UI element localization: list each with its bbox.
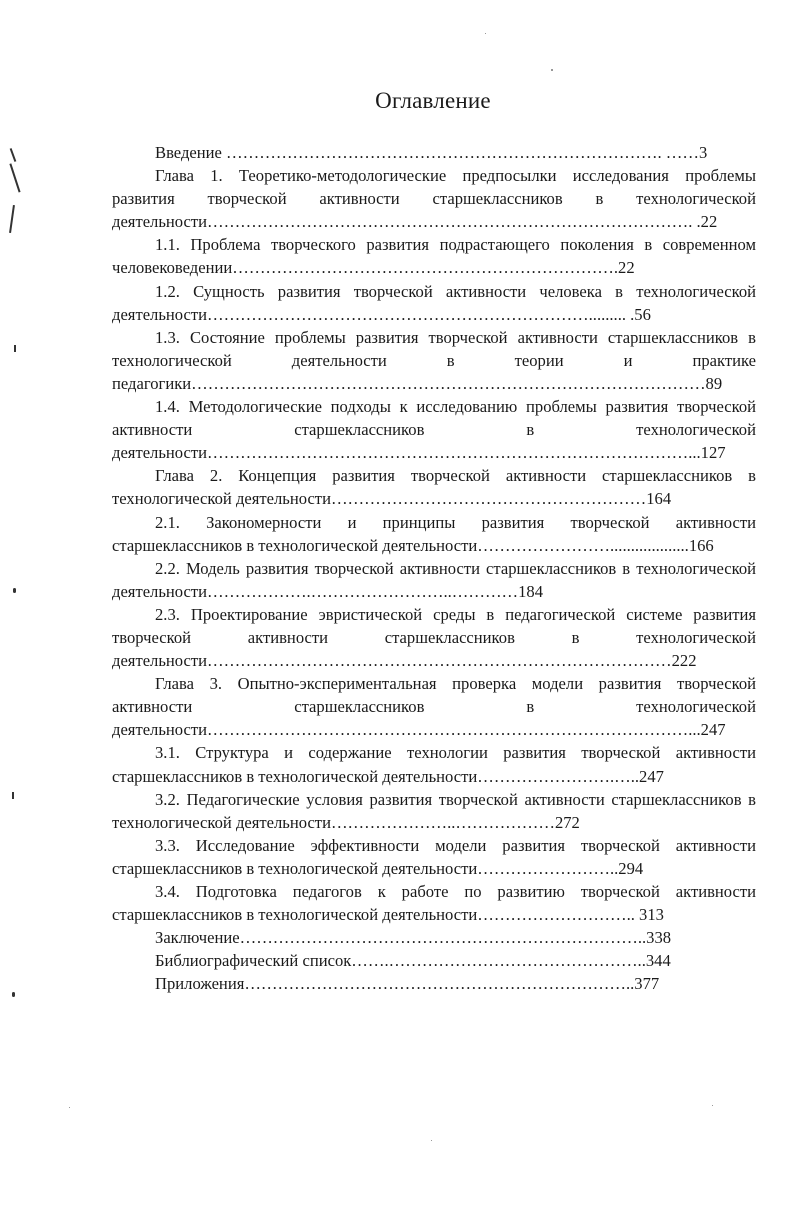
toc-entry-section-2-3: 2.3. Проектирование эвристической среды в педагогической системе развития творческой активности старшеклассников в технологической деятельности…………………………………………………………………………222 [112,604,756,671]
scan-speck [712,1105,713,1106]
toc-entry-conclusion: Заключение………………………………………………………………..338 [155,928,672,948]
table-of-contents [112,141,756,995]
toc-entry-section-1-4: 1.4. Методологические подходы к исследованию проблемы развития творческой активности старшеклассников в технологической деятельности……………………………………………………………………………...127 [112,397,756,463]
toc-entry-chapter-2: Глава 2. Концепция развития творческой активности старшеклассников в технологической деятельности…………………………………………………164 [112,466,756,509]
scan-mark [9,205,14,233]
scan-speck [551,69,553,71]
toc-entry-section-3-2: 3.2. Педагогические условия развития творческой активности старшеклассников в технологической деятельности…………………..………………272 [112,789,756,832]
scan-mark [12,992,15,997]
page-title: Оглавление [375,88,491,113]
toc-entry-introduction: Введение ……………………………………………………………………. ……3 [155,143,708,162]
toc-entry-section-1-2: 1.2. Сущность развития творческой активности человека в технологической деятельности……………………………………………………………......... .56 [112,281,756,324]
scan-mark [9,164,20,193]
scan-speck [485,33,486,34]
toc-entry-section-3-3: 3.3. Исследование эффективности модели развития творческой активности старшеклассников в технологической деятельности……………………..294 [112,835,756,878]
scan-mark [14,345,16,352]
toc-entry-section-2-2: 2.2. Модель развития творческой активности старшеклассников в технологической деятельности……………….……………………..…………184 [112,558,756,601]
toc-entry-section-1-3: 1.3. Состояние проблемы развития творческой активности старшеклассников в технологической деятельности в теории и практике педагогики…………………………………………………………………………………89 [112,327,756,393]
toc-entry-section-1-1: 1.1. Проблема творческого развития подрастающего поколения в современном человековедении…………………………………………………………….22 [112,235,756,278]
toc-entry-section-3-1: 3.1. Структура и содержание технологии развития творческой активности старшеклассников в технологической деятельности…………………….…..247 [112,743,756,786]
toc-entry-section-2-1: 2.1. Закономерности и принципы развития творческой активности старшеклассников в технологической деятельности……………………...................166 [112,512,756,555]
toc-entry-chapter-1: Глава 1. Теоретико-методологические предпосылки исследования проблемы развития творческой активности старшеклассников в технологической деятельности……………………………………………………………………………. .22 [112,166,756,232]
scan-mark [12,792,14,799]
toc-entry-chapter-3: Глава 3. Опытно-экспериментальная проверка модели развития творческой активности старшеклассников в технологической деятельности……………………………………………………………………………...247 [112,674,756,740]
toc-entry-bibliography: Библиографический список…….………………………………………..344 [155,951,671,971]
scan-mark [13,588,16,593]
scan-mark [10,148,17,162]
toc-entry-appendices: Приложения……………………………………………………………..377 [155,974,660,994]
scan-speck [431,1140,432,1141]
scan-speck [69,1107,70,1108]
toc-entry-section-3-4: 3.4. Подготовка педагогов к работе по развитию творческой активности старшеклассников в технологической деятельности……………………….. 313 [112,882,756,925]
